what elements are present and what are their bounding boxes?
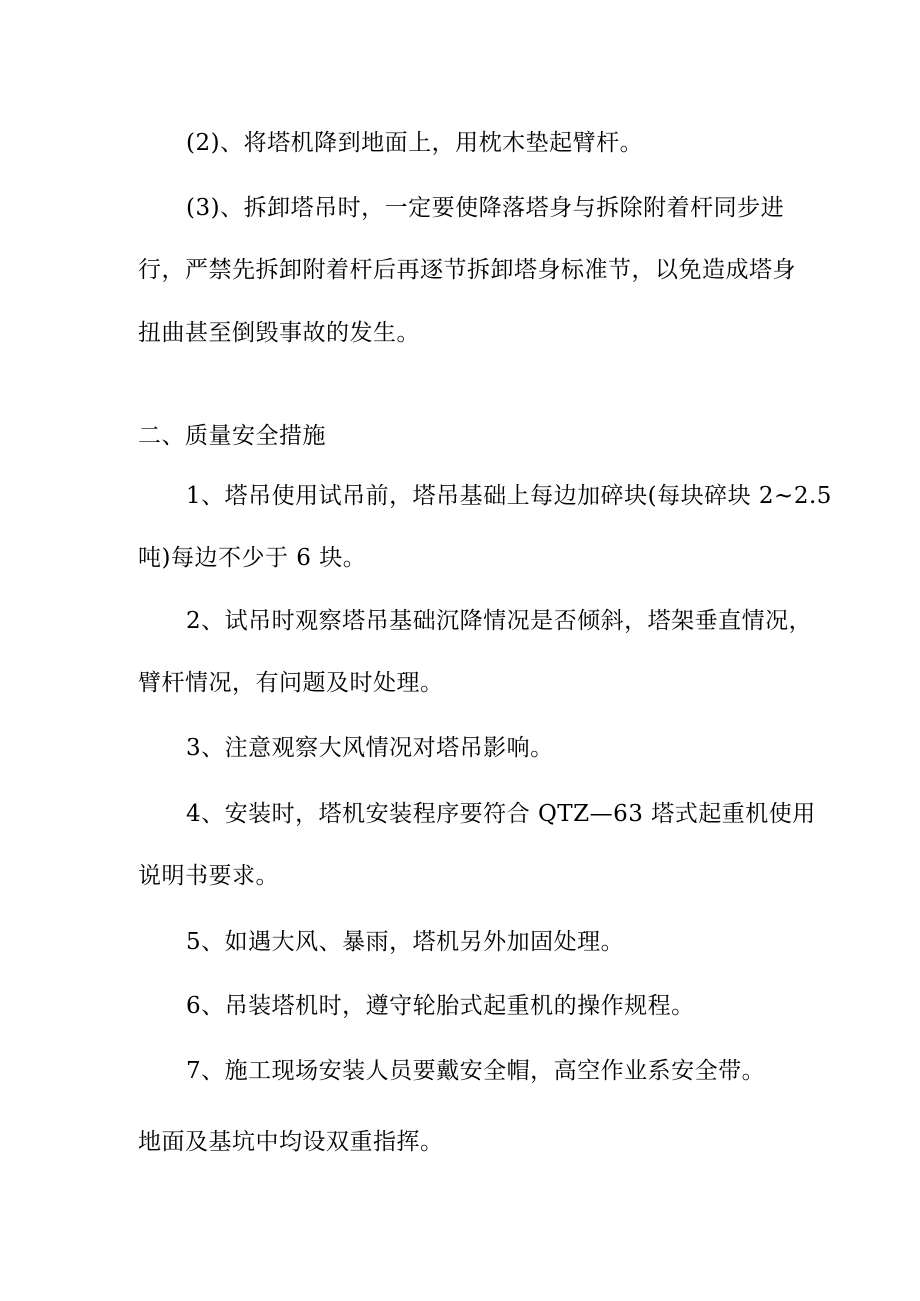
paragraph-line: 2、试吊时观察塔吊基础沉降情况是否倾斜，塔架垂直情况， bbox=[186, 608, 813, 634]
paragraph-line: 3、注意观察大风情况对塔吊影响。 bbox=[186, 735, 554, 761]
paragraph-line: 6、吊装塔机时，遵守轮胎式起重机的操作规程。 bbox=[186, 993, 695, 1019]
paragraph-line: 5、如遇大风、暴雨，塔机另外加固处理。 bbox=[186, 929, 625, 955]
paragraph-line: 1、塔吊使用试吊前，塔吊基础上每边加碎块(每块碎块 2~2.5 bbox=[186, 483, 832, 509]
paragraph-line: 扭曲甚至倒毁事故的发生。 bbox=[138, 320, 420, 346]
section-heading: 二、质量安全措施 bbox=[138, 423, 326, 449]
paragraph-line: 地面及基坑中均设双重指挥。 bbox=[138, 1129, 444, 1155]
paragraph-line: (2)、将塔机降到地面上，用枕木垫起臂杆。 bbox=[186, 130, 644, 156]
paragraph-line: 臂杆情况，有问题及时处理。 bbox=[138, 670, 444, 696]
paragraph-line: 7、施工现场安装人员要戴安全帽，高空作业系安全带。 bbox=[186, 1058, 766, 1084]
paragraph-line: 行，严禁先拆卸附着杆后再逐节拆卸塔身标准节，以免造成塔身 bbox=[138, 257, 796, 283]
paragraph-line: 说明书要求。 bbox=[138, 863, 279, 889]
paragraph-line: 吨)每边不少于 6 块。 bbox=[138, 545, 367, 571]
paragraph-line: (3)、拆卸塔吊时，一定要使降落塔身与拆除附着杆同步进 bbox=[186, 195, 785, 221]
paragraph-line: 4、安装时，塔机安装程序要符合 QTZ—63 塔式起重机使用 bbox=[186, 801, 816, 827]
